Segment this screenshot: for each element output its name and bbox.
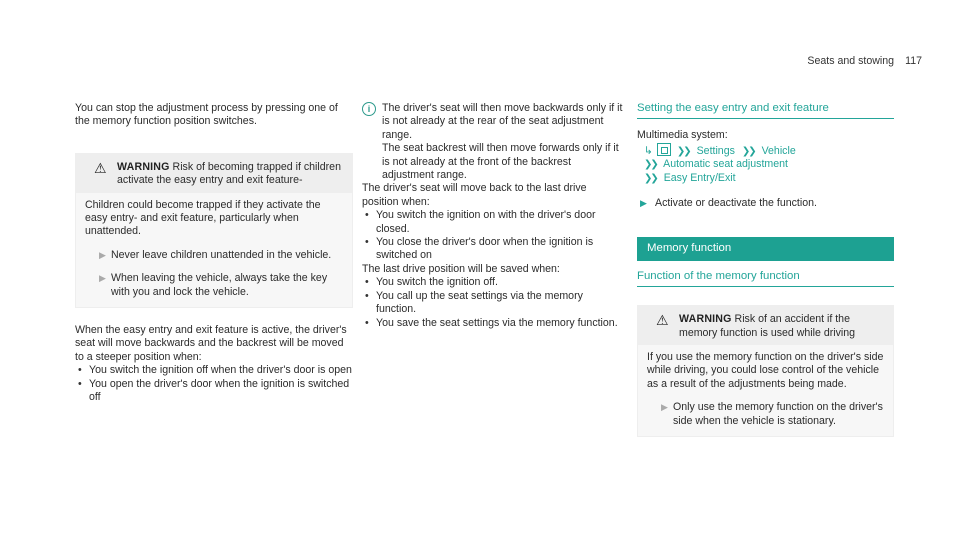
list-item: • You switch the ignition on with the driver's door closed. <box>362 209 624 236</box>
chevron-icon: ❯❯ <box>644 172 657 184</box>
chevron-icon: ❯❯ <box>741 145 755 157</box>
intro-paragraph: You can stop the adjustment process by pressing one of the memory function position switches. <box>75 102 338 128</box>
warning-box-trapped <box>75 153 353 308</box>
warning-action: ▶ When leaving the vehicle, always take the key with you and lock the vehicle. <box>99 272 328 298</box>
warning-action: ▶ Only use the memory function on the driver's side when the vehicle is stationary. <box>661 401 883 427</box>
action-item: ▶ Activate or deactivate the function. <box>640 197 817 210</box>
return-list <box>362 209 624 263</box>
warning-action: ▶ Never leave children unattended in the vehicle. <box>99 248 332 261</box>
running-header: Seats and stowing <box>807 55 894 67</box>
info-note: i The driver's seat will then move backwards only if it is not already at the rear of the seat adjustment range. The seat backrest will then move forwards only if it is not already at the front of the backrest adjustment range. <box>362 102 624 182</box>
column-3 <box>637 102 894 437</box>
warning-header <box>75 153 353 193</box>
path-easy-entry: Easy Entry/Exit <box>663 171 736 184</box>
list-item: • You save the seat settings via the memory function. <box>362 317 624 330</box>
menu-path <box>637 143 894 158</box>
arrow-icon: ▶ <box>99 273 106 284</box>
saved-paragraph: The last drive position will be saved when: <box>362 262 560 275</box>
arrow-icon: ▶ <box>640 198 647 209</box>
warning-text: Children could become trapped if they activate the easy entry- and exit feature, particularly when unattended. <box>85 198 321 238</box>
chevron-icon: ❯❯ <box>676 145 690 157</box>
warning-title: Risk of an accident if the memory function is used while driving <box>679 313 856 339</box>
warning-body <box>75 193 353 308</box>
list-item: • You call up the seat settings via the memory function. <box>362 290 624 317</box>
easy-entry-paragraph: When the easy entry and exit feature is active, the driver's seat will move backwards and the backrest will be moved to a steeper position when: <box>75 324 347 363</box>
warning-label: WARNING <box>117 160 170 173</box>
list-item: • You switch the ignition off. <box>362 276 624 289</box>
memory-function-heading: Function of the memory function <box>637 270 894 287</box>
warning-label: WARNING <box>679 313 732 326</box>
warning-triangle-icon: ⚠ <box>656 312 669 329</box>
section-title-bar: Memory function <box>637 237 894 260</box>
warning-title: Risk of becoming trapped if children activate the easy entry and exit feature- <box>117 160 341 187</box>
home-icon <box>657 143 671 156</box>
return-arrow-icon: ↳ <box>644 144 653 157</box>
path-settings: Settings <box>696 144 735 157</box>
arrow-icon: ▶ <box>661 402 668 413</box>
warning-body <box>637 345 894 437</box>
warning-triangle-icon: ⚠ <box>94 159 107 176</box>
path-vehicle: Vehicle <box>761 144 796 157</box>
info-icon: i <box>362 102 376 116</box>
page-number: 117 <box>905 55 922 67</box>
list-item: • You switch the ignition off when the driver's door is open <box>75 364 353 377</box>
menu-path-3 <box>637 172 894 185</box>
arrow-icon: ▶ <box>99 249 106 260</box>
column-1 <box>75 102 353 405</box>
warning-text: If you use the memory function on the driver's side while driving, you could lose control of the vehicle as a result of the adjustments being made. <box>647 351 884 390</box>
path-auto-seat: Automatic seat adjustment <box>663 158 788 171</box>
column-2 <box>362 102 624 330</box>
list-item: • You open the driver's door when the ignition is switched off <box>75 378 353 405</box>
list-item: • You close the driver's door when the ignition is switched on <box>362 236 624 263</box>
system-label: Multimedia system: <box>637 129 728 142</box>
saved-list <box>362 276 624 330</box>
warning-header <box>637 305 894 345</box>
easy-entry-heading: Setting the easy entry and exit feature <box>637 102 894 119</box>
return-paragraph: The driver's seat will move back to the last drive position when: <box>362 182 587 208</box>
warning-box-memory <box>637 305 894 437</box>
menu-path-2 <box>637 158 894 171</box>
conditions-list <box>75 364 353 404</box>
chevron-icon: ❯❯ <box>644 159 657 171</box>
